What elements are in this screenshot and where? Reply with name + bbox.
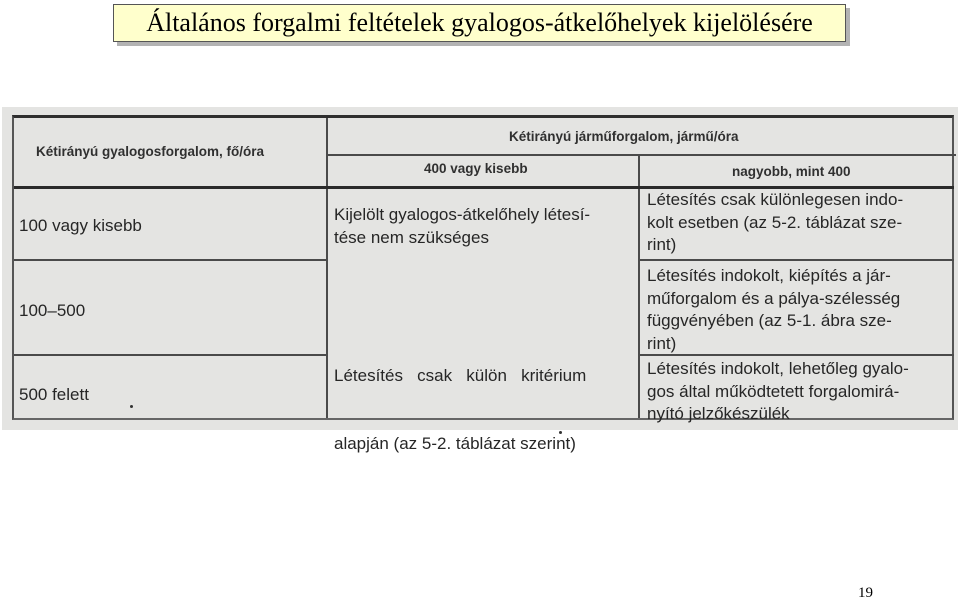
cell-line: Létesítés indokolt, kiépítés a jár-: [647, 266, 891, 285]
page-number: 19: [858, 585, 873, 601]
cell-line: kolt esetben (az 5-2. táblázat sze-: [647, 212, 903, 232]
cell-line: műforgalom és a pálya-szélesség: [647, 288, 901, 308]
cell-line: nyító jelzőkészülék: [647, 404, 790, 423]
row-label: 500 felett: [19, 385, 89, 404]
cell-high-row2: [647, 265, 900, 355]
scan-speck: [130, 405, 133, 408]
column-divider: [638, 156, 640, 418]
cell-high-row1: [647, 189, 903, 257]
cell-line: Létesítés csak külön kritérium: [334, 366, 587, 385]
cell-line: rint): [647, 235, 677, 254]
scan-speck: [559, 431, 562, 434]
cell-line: Kijelölt gyalogos-átkelőhely létesí-: [334, 205, 591, 224]
cell-high-row3: [647, 358, 909, 426]
cell-line: függvényében (az 5-1. ábra sze-: [647, 311, 892, 330]
cell-line: Létesítés indokolt, lehetőleg gyalo-: [647, 359, 909, 378]
row-label: 100–500: [19, 301, 86, 320]
row-divider: [14, 354, 326, 356]
row-header: Kétirányú gyalogosforgalom, fő/óra: [36, 144, 265, 159]
table-grid: [12, 115, 954, 453]
cell-low-bottom: [334, 320, 586, 500]
row-label: 100 vagy kisebb: [19, 216, 142, 235]
cell-line: alapján (az 5-2. táblázat szerint): [334, 433, 576, 453]
row-divider: [638, 259, 954, 261]
row-divider: [326, 154, 956, 156]
cell-line: tése nem szükséges: [334, 227, 489, 247]
column-divider: [326, 118, 328, 418]
cell-line: gos által működtetett forgalomirá-: [647, 381, 900, 401]
column-header-low: 400 vagy kisebb: [424, 161, 528, 176]
column-header-high: nagyobb, mint 400: [732, 164, 851, 179]
row-divider: [14, 259, 326, 261]
cell-line: rint): [647, 333, 677, 353]
slide-title: Általános forgalmi feltételek gyalogos-átkelőhelyek kijelölésére: [113, 4, 846, 42]
cell-low-top: [334, 204, 590, 249]
column-group-header: Kétirányú járműforgalom, jármű/óra: [509, 129, 739, 144]
scanned-table-image: [2, 107, 958, 453]
cell-line: Létesítés csak különlegesen indo-: [647, 190, 904, 209]
